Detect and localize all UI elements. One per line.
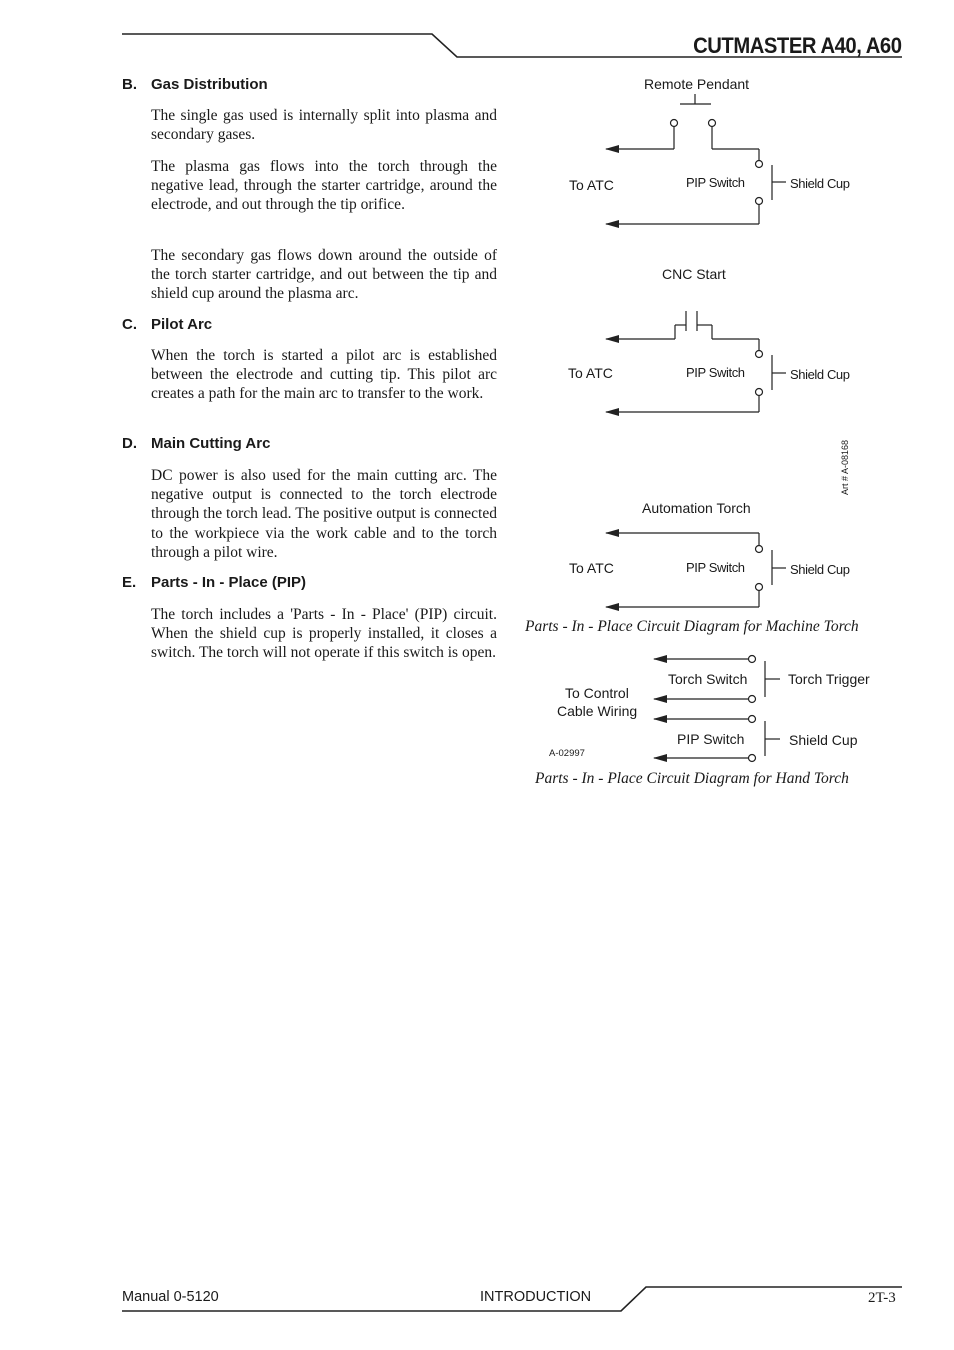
paragraph: The secondary gas flows down around the outside of the torch starter cartridge, and out between the tip and shield cup around the plasma arc. bbox=[151, 247, 497, 303]
paragraph: The single gas used is internally split into plasma and secondary gases. bbox=[151, 107, 497, 144]
label-pip-switch: PIP Switch bbox=[686, 175, 745, 190]
section-heading-gas-distribution bbox=[122, 76, 268, 93]
section-letter: D. bbox=[122, 435, 137, 452]
label-torch-switch: Torch Switch bbox=[668, 671, 748, 687]
section-letter: C. bbox=[122, 316, 137, 333]
label-to-atc: To ATC bbox=[568, 365, 613, 381]
label-shield-cup: Shield Cup bbox=[790, 176, 850, 191]
label-to-control: To Control bbox=[565, 685, 629, 701]
section-title: Pilot Arc bbox=[151, 316, 213, 333]
label-to-atc: To ATC bbox=[569, 560, 614, 576]
label-cnc-start: CNC Start bbox=[662, 266, 726, 282]
label-pip-switch: PIP Switch bbox=[677, 731, 745, 747]
paragraph: When the torch is started a pilot arc is established between the electrode and cutting tip. This pilot arc creates a path for the main arc to transfer to the work. bbox=[151, 347, 497, 403]
section-title: Parts - In - Place (PIP) bbox=[151, 574, 307, 591]
section-heading-pip bbox=[122, 574, 306, 591]
paragraph: The torch includes a 'Parts - In - Place' (PIP) circuit. When the shield cup is properly installed, it closes a switch. The torch will not operate if this switch is open. bbox=[151, 606, 497, 662]
footer-section-name: INTRODUCTION bbox=[480, 1289, 592, 1305]
label-shield-cup: Shield Cup bbox=[790, 562, 850, 577]
footer-manual-number: Manual 0-5120 bbox=[122, 1289, 219, 1305]
section-title: Gas Distribution bbox=[151, 76, 268, 93]
label-to-atc: To ATC bbox=[569, 177, 614, 193]
figure-caption-machine-torch: Parts - In - Place Circuit Diagram for Machine Torch bbox=[525, 618, 859, 635]
footer-page-number: 2T-3 bbox=[868, 1290, 896, 1306]
section-heading-main-cutting-arc bbox=[122, 435, 270, 452]
figure-caption-hand-torch: Parts - In - Place Circuit Diagram for Hand Torch bbox=[535, 770, 849, 787]
label-pip-switch: PIP Switch bbox=[686, 365, 745, 380]
label-shield-cup: Shield Cup bbox=[790, 367, 850, 382]
section-letter: E. bbox=[122, 574, 137, 591]
label-automation-torch: Automation Torch bbox=[642, 500, 751, 516]
art-number: Art # A-08168 bbox=[840, 439, 850, 495]
paragraph: DC power is also used for the main cutting arc. The negative output is connected to the torch electrode through the torch lead. The positive output is connected to the workpiece via the work cable and to the torch through a pilot wire. bbox=[151, 467, 497, 561]
page-header-title: CUTMASTER A40, A60 bbox=[693, 33, 902, 58]
label-cable-wiring: Cable Wiring bbox=[557, 703, 638, 719]
section-heading-pilot-arc bbox=[122, 316, 212, 333]
section-letter: B. bbox=[122, 76, 137, 93]
art-number: A-02997 bbox=[549, 748, 585, 759]
label-pip-switch: PIP Switch bbox=[686, 560, 745, 575]
section-title: Main Cutting Arc bbox=[151, 435, 271, 452]
paragraph: The plasma gas flows into the torch through the negative lead, through the starter cartridge, around the electrode, and out through the tip orifice. bbox=[151, 158, 497, 214]
label-shield-cup: Shield Cup bbox=[789, 732, 858, 748]
label-torch-trigger: Torch Trigger bbox=[788, 671, 870, 687]
label-remote-pendant: Remote Pendant bbox=[644, 76, 750, 92]
